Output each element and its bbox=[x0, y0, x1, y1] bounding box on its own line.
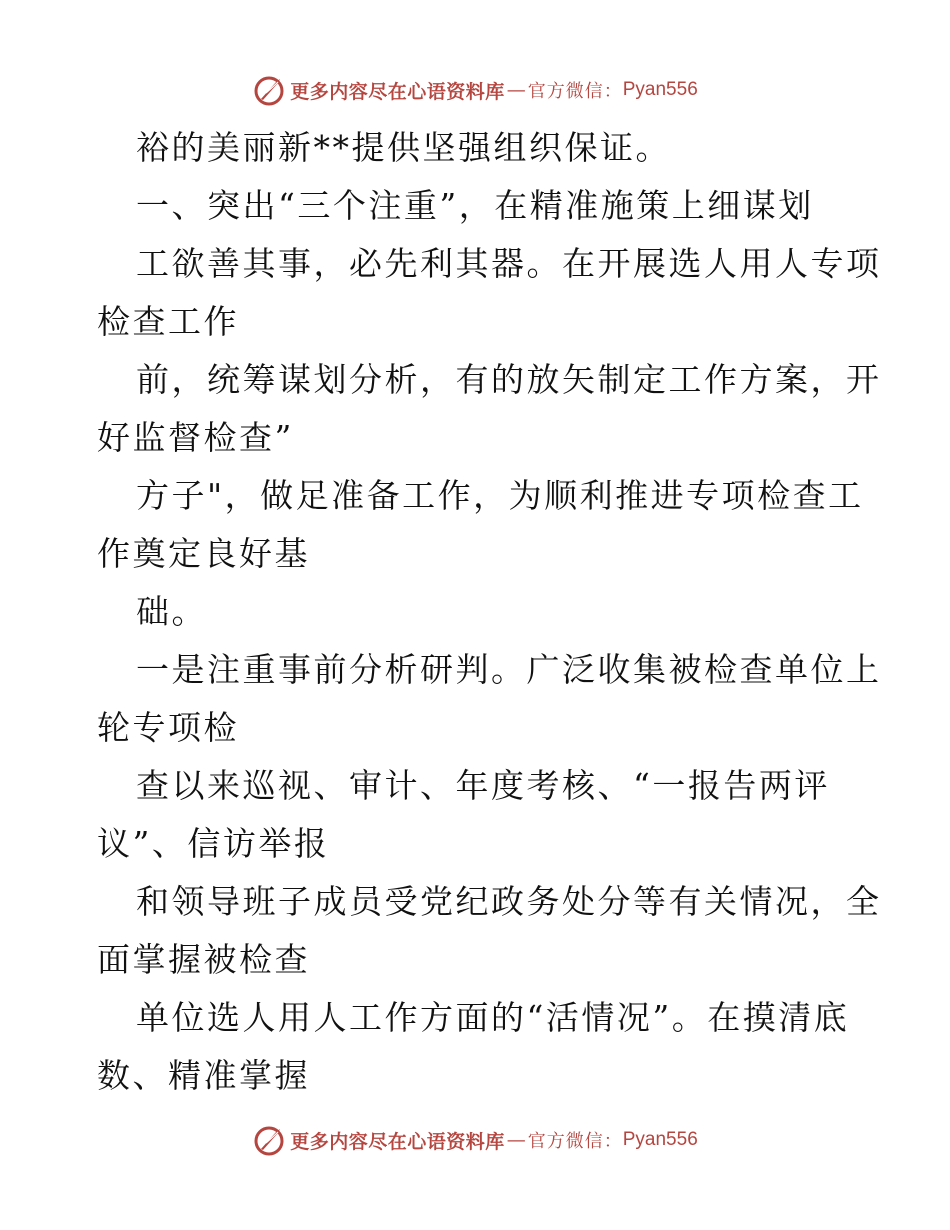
body-line: 方子"，做足准备工作，为顺利推进专项检查工 bbox=[136, 476, 864, 515]
body-line: 裕的美丽新**提供坚强组织保证。 bbox=[136, 128, 671, 167]
footer-banner bbox=[0, 1118, 950, 1162]
body-line: 议”、信访举报 bbox=[97, 824, 330, 863]
body-line: 查以来巡视、审计、年度考核、“一报告两评 bbox=[136, 766, 830, 805]
body-line: 作奠定良好基 bbox=[97, 534, 310, 573]
banner-title: 更多内容尽在心语资料库 bbox=[290, 80, 505, 103]
section-heading: 一、突出“三个注重”，在精准施策上细谋划 bbox=[136, 186, 814, 225]
body-line: 检查工作 bbox=[97, 302, 239, 341]
banner-dash: — bbox=[506, 79, 526, 101]
banner-wechat-id: Pyan556 bbox=[622, 79, 698, 100]
header-banner bbox=[0, 68, 950, 112]
body-line: 一是注重事前分析研判。广泛收集被检查单位上 bbox=[136, 650, 882, 689]
body-line: 前，统筹谋划分析，有的放矢制定工作方案，开 bbox=[136, 360, 882, 399]
banner-dash: — bbox=[506, 1129, 526, 1151]
banner-wechat-id: Pyan556 bbox=[622, 1129, 698, 1150]
body-line: 工欲善其事，必先利其器。在开展选人用人专项 bbox=[136, 244, 882, 283]
banner-wechat-label: 官方微信： bbox=[527, 1131, 623, 1152]
body-line: 面掌握被检查 bbox=[97, 940, 310, 979]
quill-logo-icon bbox=[252, 73, 286, 107]
body-line: 和领导班子成员受党纪政务处分等有关情况，全 bbox=[136, 882, 882, 921]
body-line: 好监督检查” bbox=[97, 418, 294, 457]
quill-logo-icon bbox=[252, 1123, 286, 1157]
body-line: 轮专项检 bbox=[97, 708, 239, 747]
body-line: 数、精准掌握 bbox=[97, 1056, 310, 1095]
banner-title: 更多内容尽在心语资料库 bbox=[290, 1130, 505, 1153]
body-line: 单位选人用人工作方面的“活情况”。在摸清底 bbox=[136, 998, 850, 1037]
banner-wechat-label: 官方微信： bbox=[527, 81, 623, 102]
body-line: 础。 bbox=[136, 592, 207, 631]
